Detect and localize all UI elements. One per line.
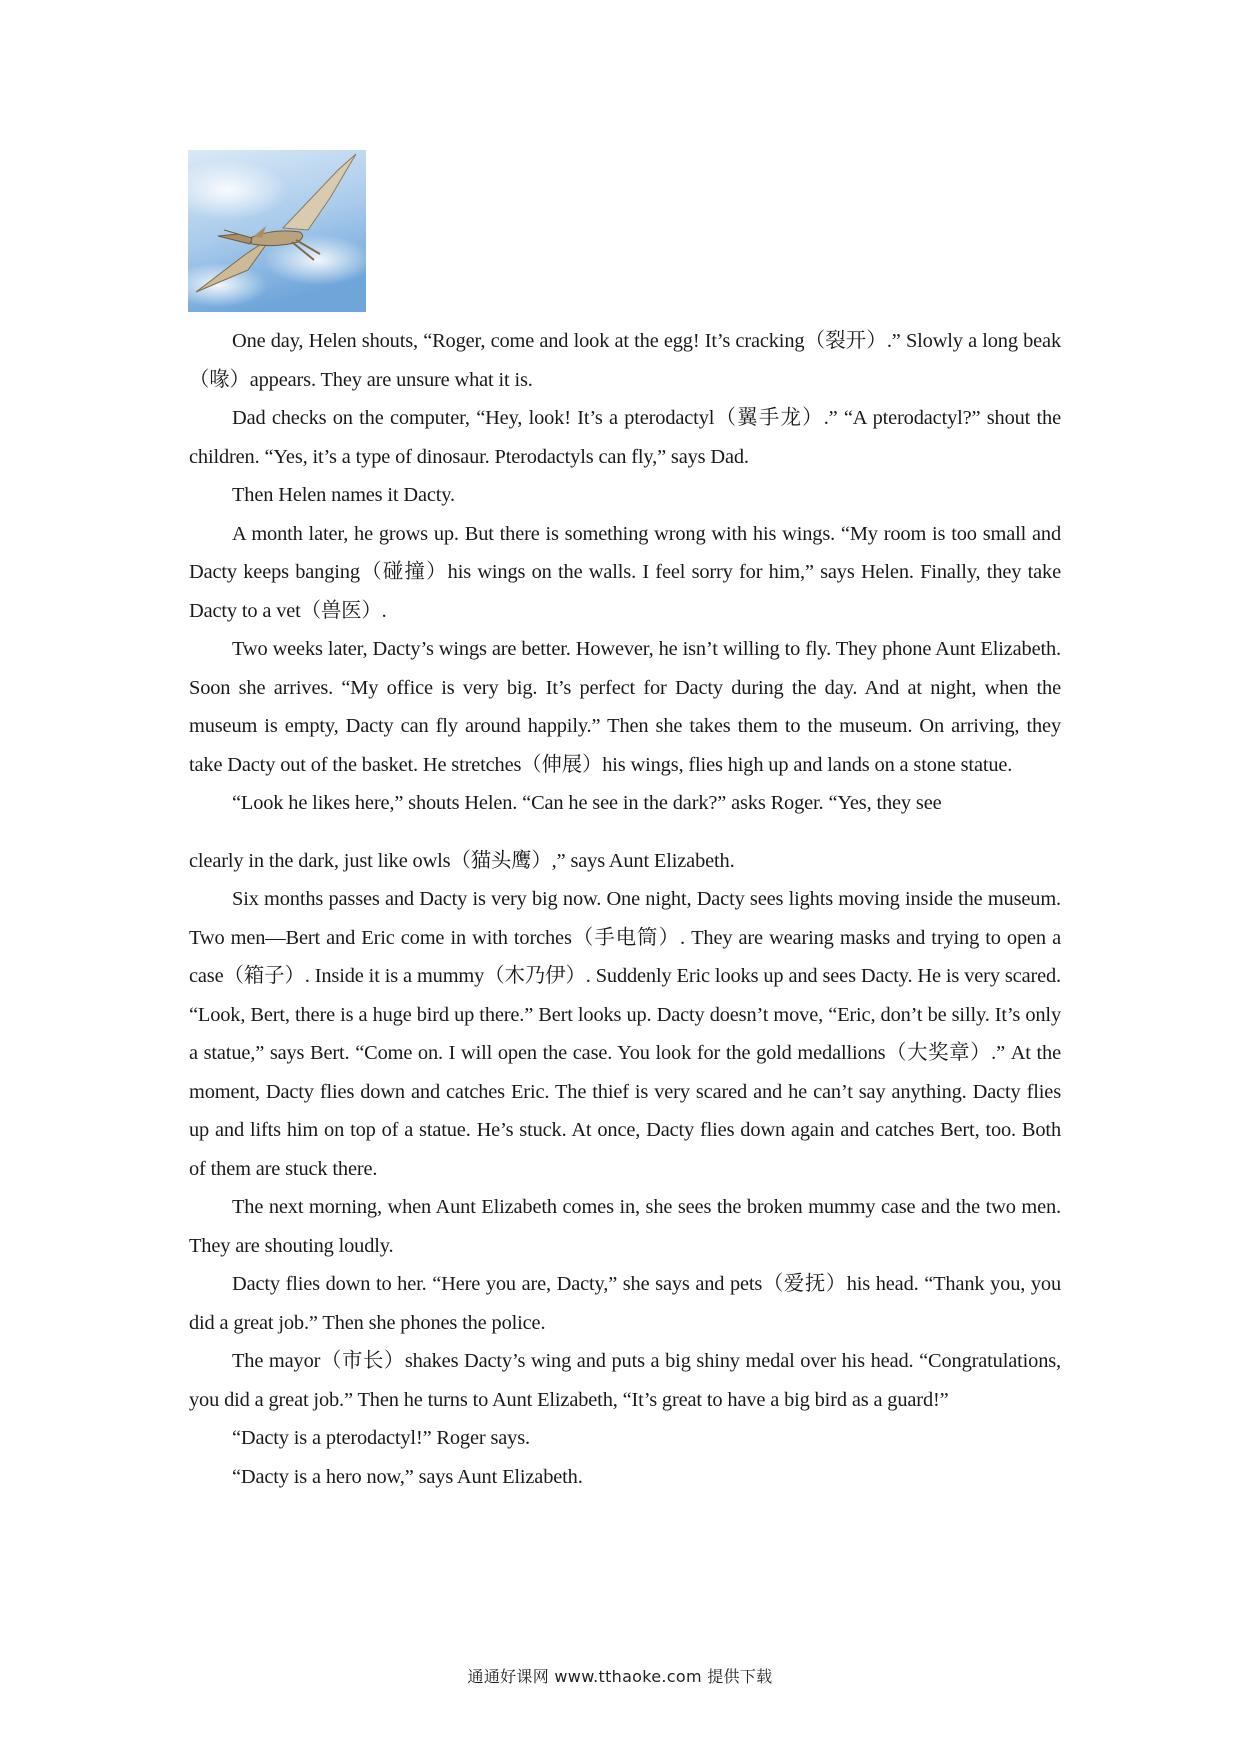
- paragraph: The next morning, when Aunt Elizabeth comes in, she sees the broken mummy case and the two men. They are shouting loudly.: [189, 1196, 1061, 1257]
- story-text: [189, 322, 1061, 1496]
- paragraph: clearly in the dark, just like owls（猫头鹰）,” says Aunt Elizabeth.: [189, 849, 735, 872]
- paragraph: The mayor（市长）shakes Dacty’s wing and puts a big shiny medal over his head. “Congratulations, you did a great job.” Then he turns to Aunt Elizabeth, “It’s great to have a big bird as a guard!”: [189, 1350, 1061, 1411]
- paragraph: “Dacty is a pterodactyl!” Roger says.: [232, 1427, 530, 1449]
- pterodactyl-illustration: [188, 150, 366, 312]
- paragraph: Six months passes and Dacty is very big now. One night, Dacty sees lights moving inside the museum. Two men—Bert and Eric come in with torches（手电筒）. They are wearing masks and trying to open a case（箱子）. Inside it is a mummy（木乃伊）. Suddenly Eric looks up and sees Dacty. He is very scared. “Look, Bert, there is a huge bird up there.” Bert looks up. Dacty doesn’t move, “Eric, don’t be silly. It’s only a statue,” says Bert. “Come on. I will open the case. You look for the gold medallions（大奖章）.” At the moment, Dacty flies down and catches Eric. The thief is very scared and he can’t say anything. Dacty flies up and lifts him on top of a statue. He’s stuck. At once, Dacty flies down again and catches Bert, too. Both of them are stuck there.: [189, 888, 1061, 1180]
- paragraph: Dacty flies down to her. “Here you are, Dacty,” she says and pets（爱抚）his head. “Thank you, you did a great job.” Then she phones the police.: [189, 1273, 1061, 1334]
- paragraph: “Look he likes here,” shouts Helen. “Can he see in the dark?” asks Roger. “Yes, they see: [232, 792, 942, 814]
- paragraph: Then Helen names it Dacty.: [232, 484, 455, 506]
- pterodactyl-icon: [188, 150, 366, 312]
- paragraph: “Dacty is a hero now,” says Aunt Elizabeth.: [232, 1465, 583, 1488]
- paragraph: A month later, he grows up. But there is something wrong with his wings. “My room is too small and Dacty keeps banging（碰撞）his wings on the walls. I feel sorry for him,” says Helen. Finally, they take Dacty to a vet（兽医）.: [189, 522, 1061, 622]
- paragraph: One day, Helen shouts, “Roger, come and look at the egg! It’s cracking（裂开）.” Slowly a long beak（喙）appears. They are unsure what it is.: [189, 330, 1061, 391]
- paragraph: Two weeks later, Dacty’s wings are better. However, he isn’t willing to fly. They phone Aunt Elizabeth. Soon she arrives. “My office is very big. It’s perfect for Dacty during the day. And at night, when the museum is empty, Dacty can fly around happily.” Then she takes them to the museum. On arriving, they take Dacty out of the basket. He stretches（伸展）his wings, flies high up and lands on a stone statue.: [189, 638, 1061, 776]
- paragraph: Dad checks on the computer, “Hey, look! It’s a pterodactyl（翼手龙）.” “A pterodactyl?” shout the children. “Yes, it’s a type of dinosaur. Pterodactyls can fly,” says Dad.: [189, 407, 1061, 468]
- page-footer: 通通好课网 www.tthaoke.com 提供下载: [467, 1667, 773, 1686]
